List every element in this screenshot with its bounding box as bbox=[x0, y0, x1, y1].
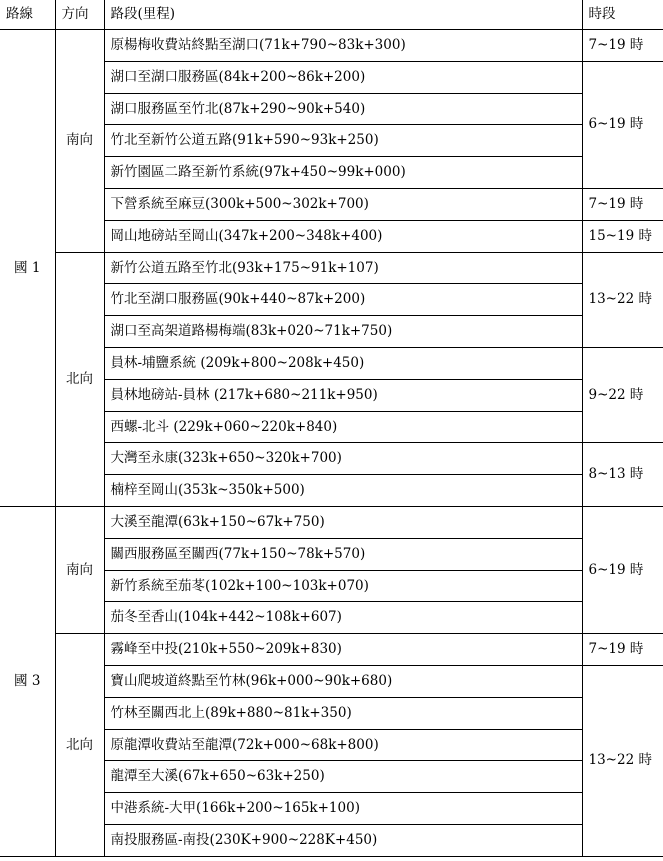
segment-cell: 楠梓至岡山(353k~350k+500) bbox=[104, 475, 582, 507]
time-cell: 13~22 時 bbox=[582, 252, 663, 347]
segment-cell: 大灣至永康(323k+650~320k+700) bbox=[104, 443, 582, 475]
header-segment: 路段(里程) bbox=[104, 0, 582, 30]
segment-cell: 湖口至高架道路楊梅端(83k+020~71k+750) bbox=[104, 316, 582, 348]
time-cell: 6~19 時 bbox=[582, 61, 663, 188]
segment-cell: 關西服務區至關西(77k+150~78k+570) bbox=[104, 538, 582, 570]
time-cell: 8~13 時 bbox=[582, 443, 663, 507]
time-cell: 15~19 時 bbox=[582, 220, 663, 252]
segment-cell: 龍潭至大溪(67k+650~63k+250) bbox=[104, 761, 582, 793]
direction-cell: 北向 bbox=[55, 634, 104, 857]
table-row bbox=[0, 30, 663, 62]
segment-cell: 員林-埔鹽系統 (209k+800~208k+450) bbox=[104, 347, 582, 379]
segment-cell: 南投服務區-南投(230K+900~228K+450) bbox=[104, 824, 582, 856]
segment-cell: 新竹公道五路至竹北(93k+175~91k+107) bbox=[104, 252, 582, 284]
time-cell: 7~19 時 bbox=[582, 634, 663, 666]
segment-cell: 新竹園區二路至新竹系統(97k+450~99k+000) bbox=[104, 157, 582, 189]
segment-cell: 員林地磅站-員林 (217k+680~211k+950) bbox=[104, 379, 582, 411]
segment-cell: 茄冬至香山(104k+442~108k+607) bbox=[104, 602, 582, 634]
time-cell: 7~19 時 bbox=[582, 188, 663, 220]
table-row bbox=[0, 252, 663, 284]
table-row bbox=[0, 634, 663, 666]
header-time: 時段 bbox=[582, 0, 663, 30]
route-cell: 國 3 bbox=[0, 506, 55, 856]
segment-cell: 大溪至龍潭(63k+150~67k+750) bbox=[104, 506, 582, 538]
time-cell: 6~19 時 bbox=[582, 506, 663, 633]
segment-cell: 原龍潭收費站至龍潭(72k+000~68k+800) bbox=[104, 729, 582, 761]
header-row bbox=[0, 0, 663, 30]
route-cell: 國 1 bbox=[0, 30, 55, 507]
segment-cell: 竹北至新竹公道五路(91k+590~93k+250) bbox=[104, 125, 582, 157]
direction-cell: 南向 bbox=[55, 506, 104, 633]
direction-cell: 南向 bbox=[55, 30, 104, 253]
time-cell: 13~22 時 bbox=[582, 665, 663, 856]
segment-cell: 下營系統至麻豆(300k+500~302k+700) bbox=[104, 188, 582, 220]
table-row bbox=[0, 506, 663, 538]
segment-cell: 霧峰至中投(210k+550~209k+830) bbox=[104, 634, 582, 666]
segment-cell: 寶山爬坡道終點至竹林(96k+000~90k+680) bbox=[104, 665, 582, 697]
segment-cell: 竹北至湖口服務區(90k+440~87k+200) bbox=[104, 284, 582, 316]
segment-cell: 新竹系統至茄苳(102k+100~103k+070) bbox=[104, 570, 582, 602]
direction-cell: 北向 bbox=[55, 252, 104, 506]
header-direction: 方向 bbox=[55, 0, 104, 30]
segment-cell: 西螺-北斗 (229k+060~220k+840) bbox=[104, 411, 582, 443]
segment-cell: 湖口服務區至竹北(87k+290~90k+540) bbox=[104, 93, 582, 125]
segment-cell: 中港系統-大甲(166k+200~165k+100) bbox=[104, 793, 582, 825]
segment-cell: 竹林至關西北上(89k+880~81k+350) bbox=[104, 697, 582, 729]
header-route: 路線 bbox=[0, 0, 55, 30]
time-cell: 7~19 時 bbox=[582, 30, 663, 62]
segment-cell: 岡山地磅站至岡山(347k+200~348k+400) bbox=[104, 220, 582, 252]
time-cell: 9~22 時 bbox=[582, 347, 663, 442]
segment-cell: 湖口至湖口服務區(84k+200~86k+200) bbox=[104, 61, 582, 93]
segment-cell: 原楊梅收費站終點至湖口(71k+790~83k+300) bbox=[104, 30, 582, 62]
